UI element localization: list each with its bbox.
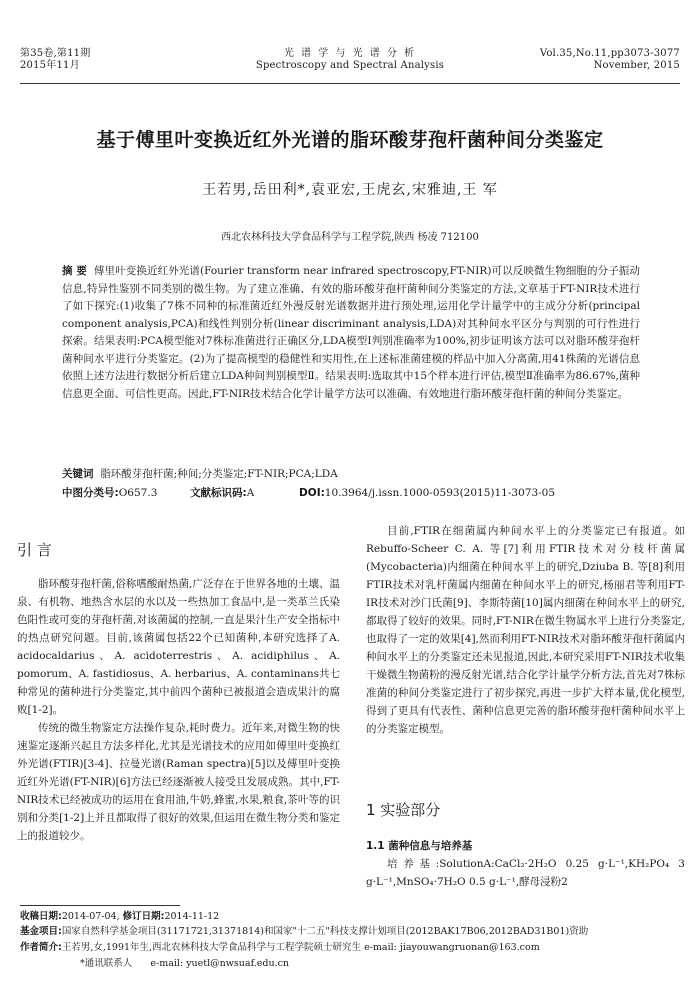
author-bio-label: 作者简介: [20, 942, 62, 953]
clc-value: O657.3 [118, 487, 158, 499]
paper-title: 基于傅里叶变换近红外光谱的脂环酸芽孢杆菌种间分类鉴定 [96, 129, 604, 151]
vol-pages: Vol.35,No.11,pp3073-3077 [539, 48, 680, 59]
journal-name-en: Spectroscopy and Spectral Analysis [255, 60, 445, 71]
affiliation: 西北农林科技大学食品科学与工程学院,陕西 杨凌 712100 [221, 232, 479, 243]
author-bio-value: 王若男,女,1991年生,西北农林科技大学食品科学与工程学院硕士研究生 e-mail: jiayouwangruonan@163.com [61, 942, 540, 953]
revised-label: 修订日期: [122, 911, 165, 922]
header-divider [20, 83, 680, 84]
doi-value: 10.3964/j.issn.1000-0593(2015)11-3073-05 [324, 487, 556, 499]
classification-line [62, 486, 640, 501]
media-text: 培养基:SolutionA:CaCl₂·2H₂O 0.25 g·L⁻¹,KH₂PO₄ 3 g·L⁻¹,MnSO₄·7H₂O 0.5 g·L⁻¹,酵母浸粉2 [366, 858, 685, 888]
section-1-1-heading: 1.1 菌种信息与培养基 [366, 840, 473, 852]
volume-issue: 第35卷,第11期 [20, 48, 91, 59]
footnote-dates [20, 909, 685, 924]
keywords [62, 467, 640, 482]
doc-code-value: A [246, 487, 255, 499]
doi-label: DOI: [299, 487, 325, 499]
media-paragraph [366, 855, 685, 891]
publication-date: 2015年11月 [20, 60, 80, 71]
journal-pages-info [540, 48, 680, 72]
received-label: 收稿日期: [20, 911, 62, 922]
intro-paragraph-1: 脂环酸芽孢杆菌,俗称嗜酸耐热菌,广泛存在于世界各地的土壤、温泉、有机物、地热含水层的水以及一些热加工食品中,是一类革兰氏染色阳性或可变的芽孢杆菌,对该菌属的控制,一直是果汁生产安全指标中的热点研究问题。目前,该菌属包括22个已知菌种,本研究选择了A. acidocaldarius、A. acidoterrestris、A. acidiphilus、A. pomorum、A. fastidiosus、A. herbarius、A. contaminans共七种常见的菌种进行分类鉴定,其中前四个菌种已被报道会造成果汁的腐败[1-2]。 [17, 578, 340, 716]
received-value: 2014-07-04, [61, 911, 120, 922]
keywords-text: 脂环酸芽孢杆菌;种间;分类鉴定;FT-NIR;PCA;LDA [100, 468, 338, 480]
doc-code-label: 文献标识码: [190, 487, 247, 499]
intro-left-column [17, 575, 340, 845]
abstract [62, 263, 640, 403]
footnote-correspondence [80, 956, 680, 971]
abstract-label: 摘 要 [62, 265, 87, 277]
footnote-funding [20, 924, 685, 939]
footnote-divider [20, 905, 180, 906]
intro-paragraph-3: 目前,FTIR在细菌属内种间水平上的分类鉴定已有报道。如Rebuffo-Scheer C. A. 等[7]利用FTIR技术对分枝杆菌属(Mycobacteria)内细菌在种间水平上的研究,Dziuba B. 等[8]利用FTIR技术对乳杆菌属内细菌在种间水平上的研究,杨丽君等利用FT-IR技术对沙门氏菌[9]、李斯特菌[10]属内细菌在种间水平上的研究,都取得了较好的效果。同时,FT-NIR在微生物属水平上进行分类鉴定,也取得了一定的效果[4],然而利用FT-NIR技术对脂环酸芽孢杆菌属内种间水平上的分类鉴定还未见报道,因此,本研究采用FT-NIR技术收集干燥微生物菌粉的漫反射光谱,结合化学计量学分析方法,首先对7株标准菌的种间分类鉴定进行了初步探究,再进一步扩大样本量,优化模型,得到了更具有代表性、菌种信息更完善的脂环酸芽孢杆菌种间水平上的分类鉴定模型。 [366, 525, 685, 735]
intro-right-column [366, 522, 685, 738]
section-1-heading: 1 实验部分 [366, 801, 441, 819]
corresp-label: *通讯联系人 [80, 958, 133, 969]
journal-name-zh: 光 谱 学 与 光 谱 分 析 [283, 48, 417, 59]
intro-paragraph-2: 传统的微生物鉴定方法操作复杂,耗时费力。近年来,对微生物的快速鉴定逐渐兴起且方法多样化,尤其是光谱技术的应用如傅里叶变换红外光谱(FTIR)[3-4]、拉曼光谱(Raman spectra)[5]以及傅里叶变换近红外光谱(FT-NIR)[6]方法已经逐渐被人接受且发展成熟。其中,FT-NIR技术已经被成功的运用在食用油,牛奶,蜂蜜,水果,粮食,茶叶等的识别和分类[1-2]上并且都取得了很好的效果,但运用在微生物分类和鉴定上的报道较少。 [17, 722, 340, 842]
clc-label: 中图分类号: [62, 487, 119, 499]
abstract-text: 傅里叶变换近红外光谱(Fourier transform near infrared spectroscopy,FT-NIR)可以反映微生物细胞的分子振动信息,特异性鉴别不同类别的微生物。为了建立准确、有效的脂环酸芽孢杆菌种间分类鉴定的方法,文章基于FT-NIR技术进行了如下探究:(1)收集了7株不同种的标准菌近红外漫反射光谱数据并进行预处理,运用化学计量学中的主成分分析(principal component analysis,PCA)和线性判别分析(linear discriminant analysis,LDA)对其种间水平区分与判别的可行性进行探索。结果表明:PCA模型能对7株标准菌进行正确区分,LDA模型Ⅰ判别准确率为100%,初步证明该方法可以对脂环酸芽孢杆菌种间水平进行分类鉴定。(2)为了提高模型的稳健性和实用性,在上述标准菌建模的样品中加入分离菌,用41株菌的光谱信息依照上述方法进行数据分析后建立LDA种间判别模型Ⅱ。结果表明:选取其中15个样本进行评估,模型Ⅱ准确率为86.67%,菌种信息更全面、可信性更高。因此,FT-NIR技术结合化学计量学方法可以准确、有效地进行脂环酸芽孢杆菌的种间分类鉴定。 [62, 265, 640, 400]
revised-value: 2014-11-12 [164, 911, 220, 922]
author-list: 王若男,岳田利*,袁亚宏,王虎玄,宋雅迪,王 军 [202, 182, 498, 198]
corresp-value: e-mail: yuetl@nwsuaf.edu.cn [150, 958, 290, 969]
footnote-author [20, 940, 685, 955]
month-year: November, 2015 [593, 60, 680, 71]
keywords-label: 关键词 [62, 468, 94, 480]
fund-label: 基金项目: [20, 926, 62, 937]
fund-value: 国家自然科学基金项目(31171721,31371814)和国家"十二五"科技支撑计划项目(2012BAK17B06,2012BAD31B01)资助 [61, 926, 589, 937]
intro-heading: 引 言 [17, 541, 52, 559]
